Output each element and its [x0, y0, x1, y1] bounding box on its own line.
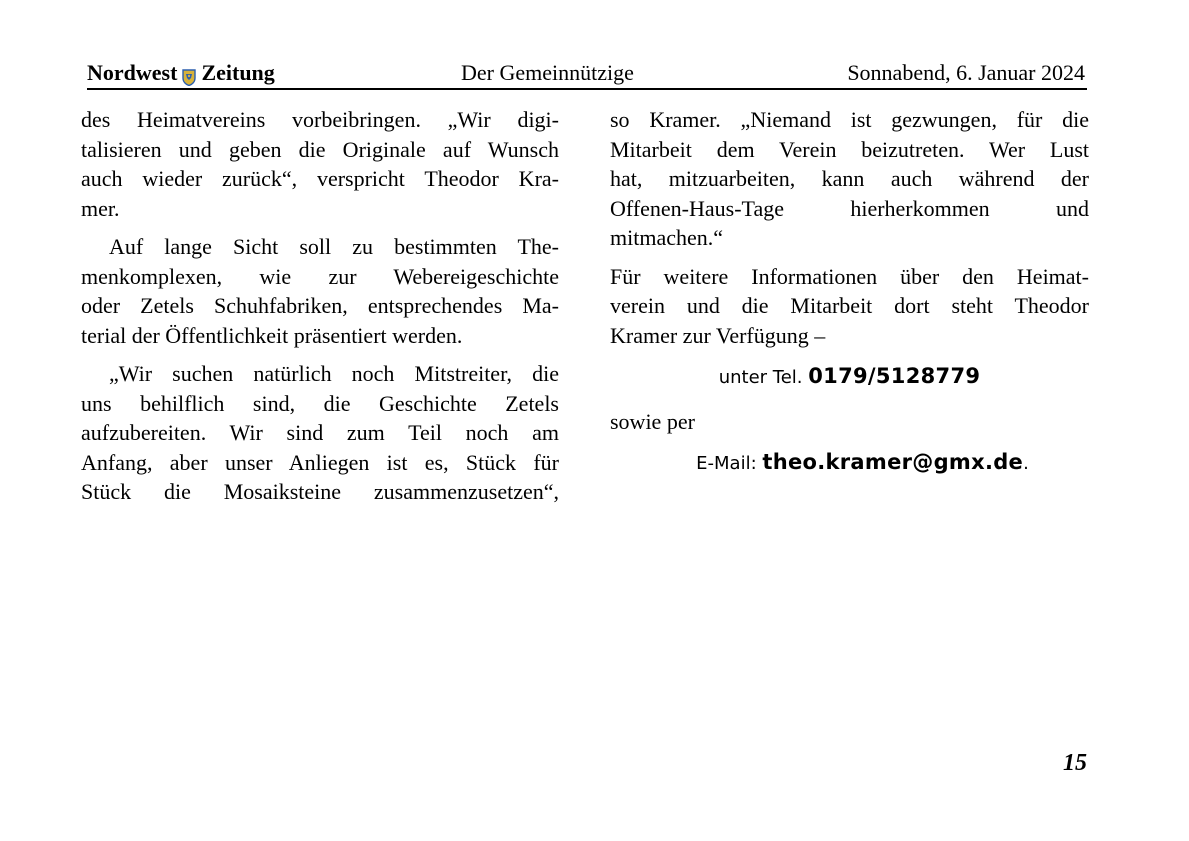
text-line: Offenen-Haus-Tage hierherkommen und	[610, 195, 1089, 221]
email-link[interactable]: theo.kramer@gmx.de	[762, 450, 1024, 474]
page-number: 15	[1063, 750, 1087, 776]
paragraph	[81, 105, 559, 223]
connector-text: sowie per	[610, 408, 695, 434]
text-line: Anfang, aber unser Anliegen ist es, Stück für	[81, 449, 559, 475]
email-label: E-Mail:	[696, 453, 757, 474]
page-header	[87, 58, 1087, 90]
text-line: oder Zetels Schuhfabriken, entsprechendes Ma-	[81, 293, 559, 318]
text-line: mitmachen.“	[610, 225, 724, 250]
text-line: talisieren und geben die Originale auf Wunsch	[81, 136, 559, 162]
text-line: Auf lange Sicht soll zu bestimmten The-	[109, 234, 559, 259]
text-line: aufzubereiten. Wir sind zum Teil noch am	[81, 420, 559, 445]
text-line: Für weitere Informationen über den Heimat-	[610, 263, 1089, 289]
section-title: Der Gemeinnützige	[461, 60, 634, 85]
article-left-column	[81, 105, 559, 516]
text-line: Mitarbeit dem Verein beizutreten. Wer Lust	[610, 136, 1089, 162]
crest-icon	[182, 66, 196, 83]
text-line: „Wir suchen natürlich noch Mitstreiter, die	[109, 361, 559, 386]
issue-date: Sonnabend, 6. Januar 2024	[847, 60, 1085, 85]
text-line: mer.	[81, 195, 120, 221]
masthead-brand-left: Nordwest	[87, 60, 178, 85]
paragraph	[81, 232, 559, 350]
text-line: terial der Öffentlichkeit präsentiert werden.	[81, 322, 463, 348]
paragraph	[81, 359, 559, 507]
text-line: des Heimatvereins vorbeibringen. „Wir digi-	[81, 107, 559, 132]
phone-label: unter Tel.	[718, 367, 803, 388]
text-line: auch wieder zurück“, verspricht Theodor Kra-	[81, 166, 559, 191]
email-line	[636, 448, 1089, 479]
newspaper-masthead	[87, 60, 275, 86]
text-line: verein und die Mitarbeit dort steht Theodor	[610, 293, 1089, 318]
text-line: hat, mitzuarbeiten, kann auch während der	[610, 166, 1089, 191]
text-line: menkomplexen, wie zur Webereigeschichte	[81, 263, 559, 289]
phone-line	[610, 362, 1089, 393]
paragraph	[610, 262, 1089, 351]
phone-number-link[interactable]: 0179/5128779	[808, 364, 981, 388]
text-line: Stück die Mosaiksteine zusammenzusetzen“,	[81, 479, 559, 504]
text-line: so Kramer. „Niemand ist gezwungen, für die	[610, 107, 1089, 132]
text-line: uns behilflich sind, die Geschichte Zetels	[81, 390, 559, 416]
text-line: Kramer zur Verfügung –	[610, 322, 826, 348]
masthead-brand-right: Zeitung	[201, 60, 275, 85]
article-right-column	[610, 105, 1089, 493]
email-trailing-period: .	[1023, 453, 1029, 474]
paragraph	[610, 105, 1089, 253]
